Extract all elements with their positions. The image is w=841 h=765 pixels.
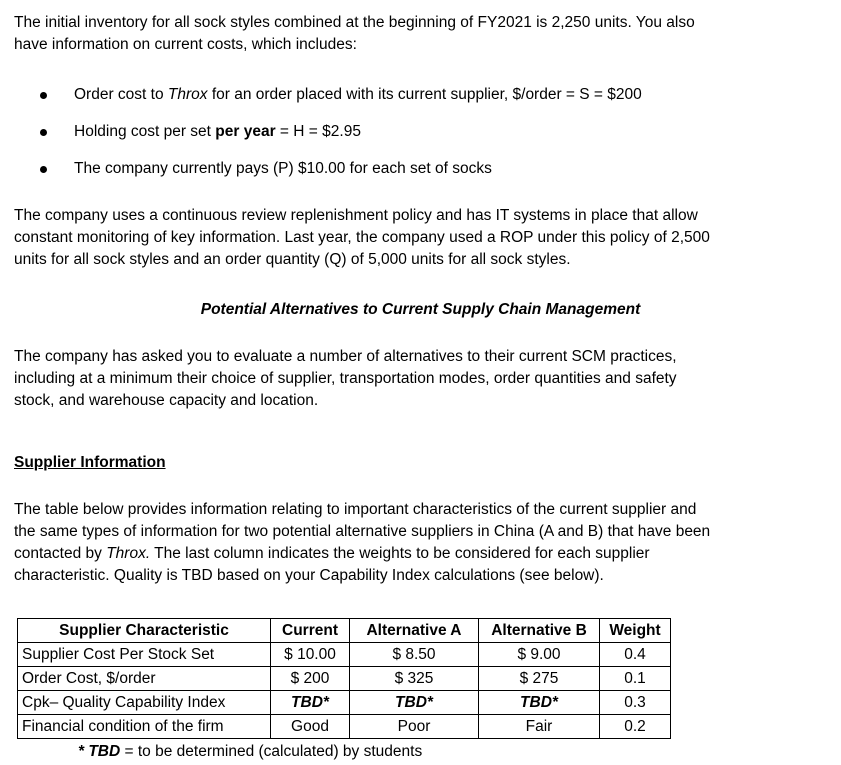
supplier-info-heading: Supplier Information (14, 454, 166, 471)
intro-line: have information on current costs, which includes: (14, 36, 357, 53)
table-header-row (18, 619, 671, 643)
bullet-icon (40, 92, 47, 99)
header-alternative-b: Alternative B (479, 619, 600, 643)
policy-paragraph: The company uses a continuous review replenishment policy and has IT systems in place that allow constant monitoring of key information. Last year, the company used a ROP under this policy of 2,500 units for all sock styles and an order quantity (Q) of 5,000 units for all sock styles. (14, 207, 710, 268)
table-row: Financial condition of the firm Good Poor Fair 0.2 (18, 715, 671, 739)
header-current: Current (271, 619, 350, 643)
footnote: * TBD = to be determined (calculated) by students (78, 743, 423, 760)
cost-bullet-list (40, 84, 642, 195)
bullet-icon (40, 166, 47, 173)
list-item: Holding cost per set per year = H = $2.95 (40, 121, 642, 158)
header-alternative-a: Alternative A (350, 619, 479, 643)
bullet-icon (40, 129, 47, 136)
list-item: The company currently pays (P) $10.00 for each set of socks (40, 158, 642, 195)
header-weight: Weight (600, 619, 671, 643)
table-intro-paragraph: The table below provides information relating to important characteristics of the current supplier and the same types of information for two potential alternative suppliers in China (A and B) that have been contacted by Throx. The last column indicates the weights to be considered for each supplier characteristic. Quality is TBD based on your Capability Index calculations (see below). (14, 501, 711, 584)
supplier-table (17, 618, 671, 739)
table-row: Supplier Cost Per Stock Set $ 10.00 $ 8.50 $ 9.00 0.4 (18, 643, 671, 667)
intro-line: The initial inventory for all sock styles combined at the beginning of FY2021 is 2,250 units. You also (14, 14, 695, 31)
alternatives-heading: Potential Alternatives to Current Supply Chain Management (200, 301, 641, 318)
evaluate-paragraph: The company has asked you to evaluate a number of alternatives to their current SCM practices, including at a minimum their choice of supplier, transportation modes, order quantities and safety stock, and warehouse capacity and location. (14, 348, 677, 409)
list-item: Order cost to Throx for an order placed with its current supplier, $/order = S = $200 (40, 84, 642, 121)
table-row: Order Cost, $/order $ 200 $ 325 $ 275 0.1 (18, 667, 671, 691)
header-characteristic: Supplier Characteristic (18, 619, 271, 643)
intro-paragraph (14, 12, 834, 56)
table-row: Cpk– Quality Capability Index TBD* TBD* TBD* 0.3 (18, 691, 671, 715)
